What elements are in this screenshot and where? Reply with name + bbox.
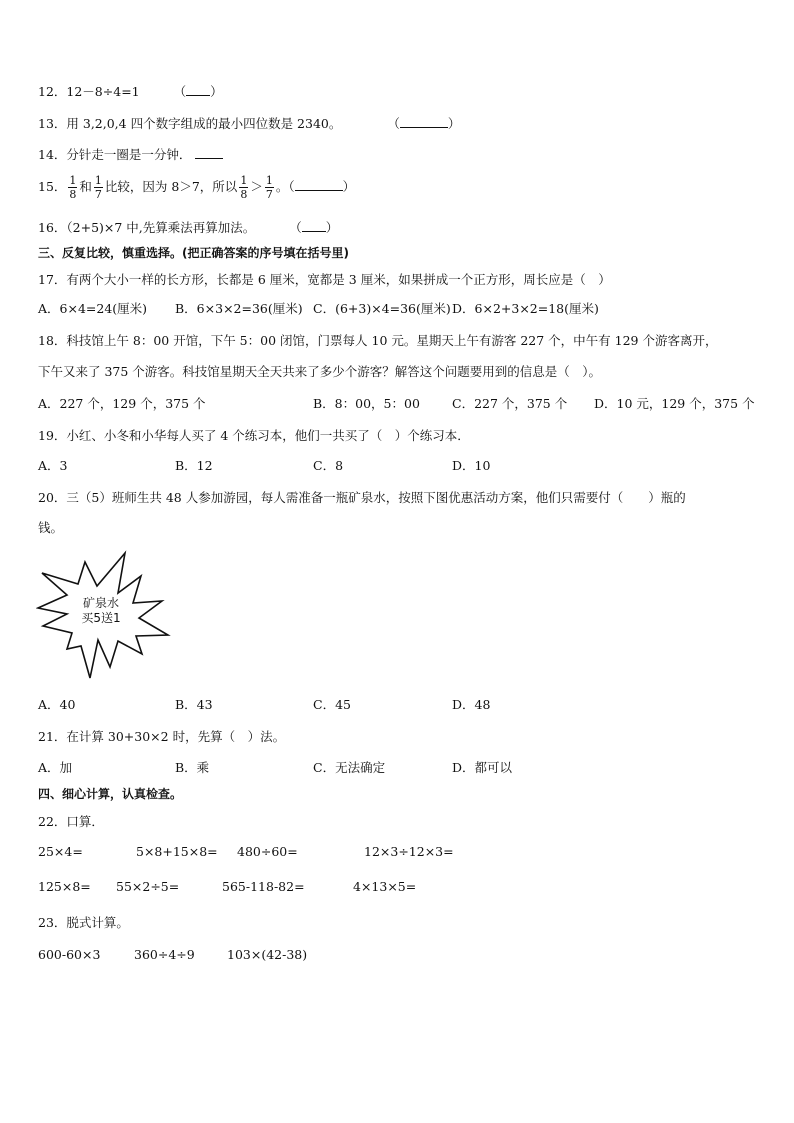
fraction-one-seventh: $\frac{1}{7}$ xyxy=(94,174,102,201)
oral-calc-item: 5×8+15×8= xyxy=(136,844,218,859)
option-18-c[interactable]: C．227 个，375 个 xyxy=(452,396,568,411)
question-text: 12－8÷4=1 xyxy=(66,84,140,99)
paren-close: ） xyxy=(447,116,461,131)
fraction-one-seventh-b: $\frac{1}{7}$ xyxy=(265,174,273,201)
oral-calc-item: 480÷60= xyxy=(237,844,298,859)
paren-open: （ xyxy=(289,220,302,235)
option-21-b[interactable]: B．乘 xyxy=(175,760,210,775)
paren-open: （ xyxy=(173,84,187,99)
question-13 xyxy=(38,115,460,133)
question-14 xyxy=(38,146,223,164)
question-23-text: 23．脱式计算。 xyxy=(38,915,129,930)
step-calc-item: 600-60×3 xyxy=(38,947,101,962)
question-number: 13． xyxy=(38,116,67,131)
promo-line-2: 买5送1 xyxy=(81,611,121,625)
answer-blank[interactable] xyxy=(295,178,343,191)
question-text: 分针走一圈是一分钟． xyxy=(66,147,192,162)
answer-blank[interactable] xyxy=(186,83,210,96)
option-17-b[interactable]: B．6×3×2=36(厘米) xyxy=(175,301,303,316)
question-number: 16． xyxy=(38,220,67,235)
question-17-text: 17．有两个大小一样的长方形，长都是 6 厘米，宽都是 3 厘米，如果拼成一个正方形，周长应是（ ） xyxy=(38,272,611,287)
promo-burst xyxy=(36,548,172,684)
option-19-d[interactable]: D．10 xyxy=(452,458,491,473)
question-number: 15． xyxy=(38,179,67,194)
question-number: 12． xyxy=(38,84,67,99)
promo-line-1: 矿泉水 xyxy=(82,596,119,610)
paren-close: ） xyxy=(325,220,339,235)
question-12 xyxy=(38,83,223,101)
question-22-text: 22．口算． xyxy=(38,814,104,829)
option-20-d[interactable]: D．48 xyxy=(452,697,491,712)
step-calc-item: 360÷4÷9 xyxy=(134,947,195,962)
fraction-one-eighth: $\frac{1}{8}$ xyxy=(69,174,77,201)
oral-calc-item: 25×4= xyxy=(38,844,83,859)
question-16 xyxy=(38,219,338,237)
question-20-line1: 20．三（5）班师生共 48 人参加游园，每人需准备一瓶矿泉水，按照下图优惠活动方案，他们只需要付（ ）瓶的 xyxy=(38,490,686,505)
option-18-d[interactable]: D．10 元，129 个，375 个 xyxy=(594,396,755,411)
option-19-c[interactable]: C．8 xyxy=(313,458,344,473)
option-17-c[interactable]: C．(6+3)×4=36(厘米) xyxy=(313,301,451,316)
section-3-heading: 三、反复比较，慎重选择。(把正确答案的序号填在括号里) xyxy=(38,246,349,260)
question-19-text: 19．小红、小冬和小华每人买了 4 个练习本，他们一共买了（ ）个练习本． xyxy=(38,428,470,443)
fraction-one-eighth-b: $\frac{1}{8}$ xyxy=(240,174,248,201)
option-17-d[interactable]: D．6×2+3×2=18(厘米) xyxy=(452,301,599,316)
question-21-text: 21．在计算 30+30×2 时，先算（ ）法。 xyxy=(38,729,286,744)
option-19-b[interactable]: B．12 xyxy=(175,458,213,473)
answer-blank[interactable] xyxy=(302,219,326,232)
text-and: 和 xyxy=(79,179,92,194)
oral-calc-item: 55×2÷5= xyxy=(116,879,180,894)
oral-calc-item: 125×8= xyxy=(38,879,91,894)
question-number: 14． xyxy=(38,147,67,162)
greater-than: ＞ xyxy=(250,179,263,194)
paren-open: 。（ xyxy=(275,179,295,194)
oral-calc-item: 4×13×5= xyxy=(353,879,417,894)
question-20-line2: 钱。 xyxy=(38,520,64,535)
option-18-a[interactable]: A．227 个，129 个，375 个 xyxy=(38,396,206,411)
promo-text xyxy=(66,596,136,626)
paren-close: ） xyxy=(210,84,223,99)
option-20-a[interactable]: A．40 xyxy=(38,697,76,712)
option-19-a[interactable]: A．3 xyxy=(38,458,68,473)
question-text: 用 3,2,0,4 四个数字组成的最小四位数是 2340。 xyxy=(66,116,342,131)
option-20-c[interactable]: C．45 xyxy=(313,697,351,712)
question-text: （2+5)×7 中,先算乘法再算加法。 xyxy=(66,220,256,235)
text-compare: 比较，因为 8＞7，所以 xyxy=(104,179,238,194)
question-15 xyxy=(38,172,355,202)
option-18-b[interactable]: B．8：00，5：00 xyxy=(313,396,420,411)
step-calc-item: 103×(42-38) xyxy=(227,947,308,962)
paren-open: （ xyxy=(387,116,400,131)
oral-calc-item: 565-118-82= xyxy=(222,879,305,894)
oral-calc-item: 12×3÷12×3= xyxy=(364,844,454,859)
answer-blank[interactable] xyxy=(195,146,223,159)
section-4-heading: 四、细心计算，认真检查。 xyxy=(38,787,183,801)
question-18-line1: 18．科技馆上午 8：00 开馆，下午 5：00 闭馆，门票每人 10 元。星期天上午有游客 227 个，中午有 129 个游客离开， xyxy=(38,333,718,348)
option-21-a[interactable]: A．加 xyxy=(38,760,73,775)
option-17-a[interactable]: A．6×4=24(厘米) xyxy=(38,301,148,316)
option-21-c[interactable]: C．无法确定 xyxy=(313,760,386,775)
paren-close: ） xyxy=(342,179,356,194)
option-21-d[interactable]: D．都可以 xyxy=(452,760,513,775)
answer-blank[interactable] xyxy=(400,115,448,128)
question-18-line2: 下午又来了 375 个游客。科技馆星期天全天共来了多少个游客？解答这个问题要用到的信息是（ ）。 xyxy=(38,364,602,379)
option-20-b[interactable]: B．43 xyxy=(175,697,213,712)
